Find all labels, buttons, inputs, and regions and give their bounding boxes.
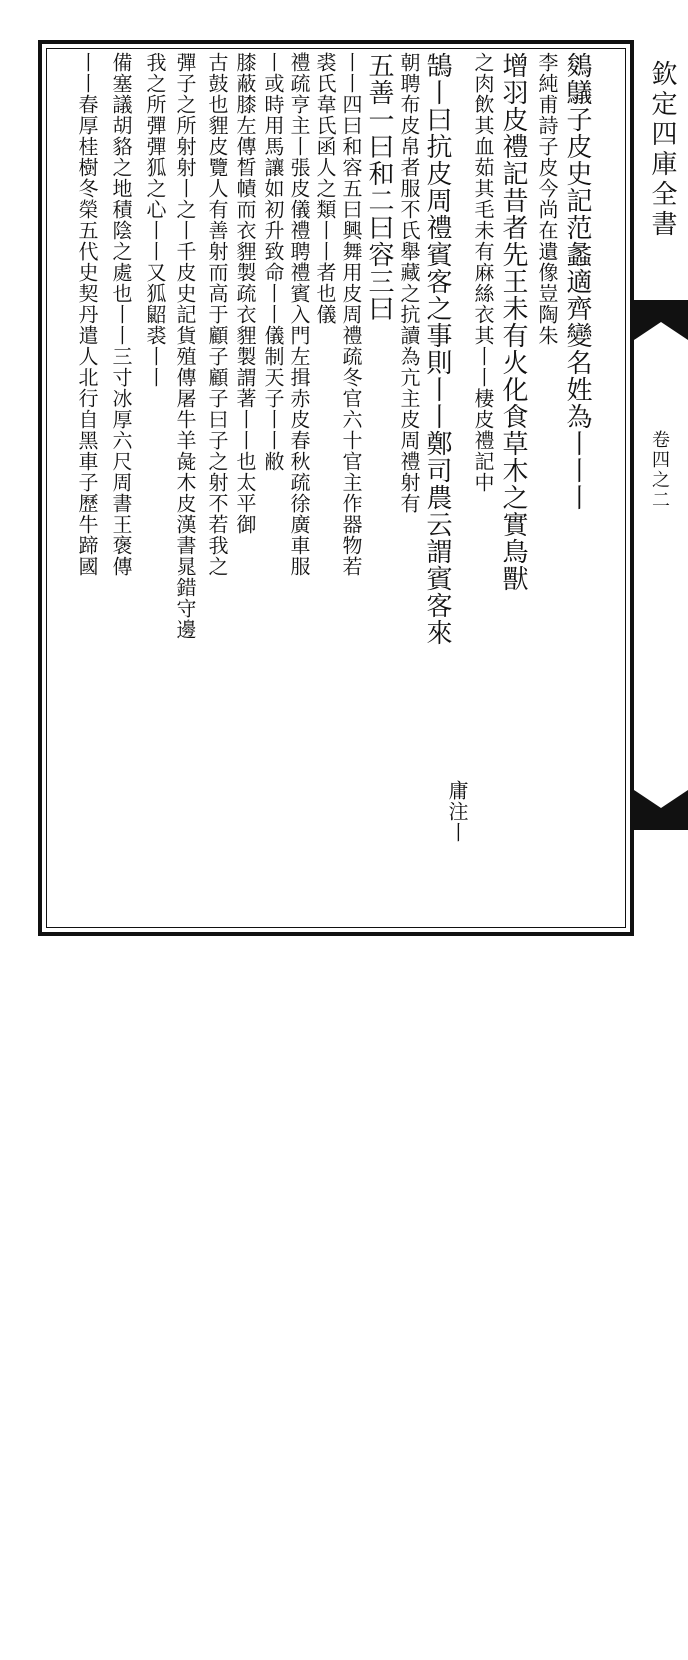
fish-tail-mark-top <box>634 300 688 340</box>
text-column: 丨丨四曰和容五曰興舞用皮周禮疏冬官六十官主作器物若 <box>339 52 363 577</box>
text-column: 膝蔽膝左傳晳幘而衣貍製疏衣貍製謂著丨丨也太平御 <box>233 52 257 535</box>
text-column: 丨丨春厚桂樹冬榮五代史契丹遣人北行自黑車子歷牛蹄國 <box>75 52 99 577</box>
text-column: 朝聘布皮帛者服不氏舉藏之抗讀為亢主皮周禮射有 <box>397 52 421 514</box>
text-column: 鵕鸃子皮史記范蠡適齊變名姓為丨丨丨 <box>562 52 592 511</box>
text-column: 庸注丨 <box>445 780 469 843</box>
text-column: 禮疏亨主丨張皮儀禮聘禮賓入門左揖赤皮春秋疏徐廣車服 <box>287 52 311 577</box>
text-column: 彈子之所射射丨之丨千皮史記貨殖傳屠牛羊彘木皮漢書晁錯守邊 <box>173 52 197 640</box>
text-column: 增羽皮禮記昔者先王未有火化食草木之實鳥獸 <box>498 52 528 592</box>
text-column: 之肉飲其血茹其毛未有麻絲衣其丨丨棲皮禮記中 <box>471 52 495 493</box>
text-column: 備塞議胡貉之地積陰之處也丨丨三寸冰厚六尺周書王褒傳 <box>109 52 133 577</box>
text-column: 裘氏韋氏函人之類丨丨者也儀 <box>313 52 337 325</box>
text-column: 我之所彈彈狐之心丨丨又狐鼦裘丨丨 <box>143 52 167 388</box>
text-column: 五善一曰和二曰容三曰 <box>364 52 394 322</box>
text-column: 古鼓也貍皮覽人有善射而高于顧子顧子曰子之射不若我之 <box>205 52 229 577</box>
margin-title: 欽定四庫全書 <box>647 60 677 240</box>
text-column: 鵠丨曰抗皮周禮賓客之事則丨丨鄭司農云謂賓客來 <box>422 52 452 646</box>
fish-tail-mark-bottom <box>634 790 688 830</box>
text-column: 李純甫詩子皮今尚在遺像豈陶朱 <box>535 52 559 346</box>
volume-label: 卷四之二 <box>649 430 670 510</box>
text-column: 丨或時用馬讓如初升致命丨丨儀制天子丨丨敝 <box>261 52 285 472</box>
